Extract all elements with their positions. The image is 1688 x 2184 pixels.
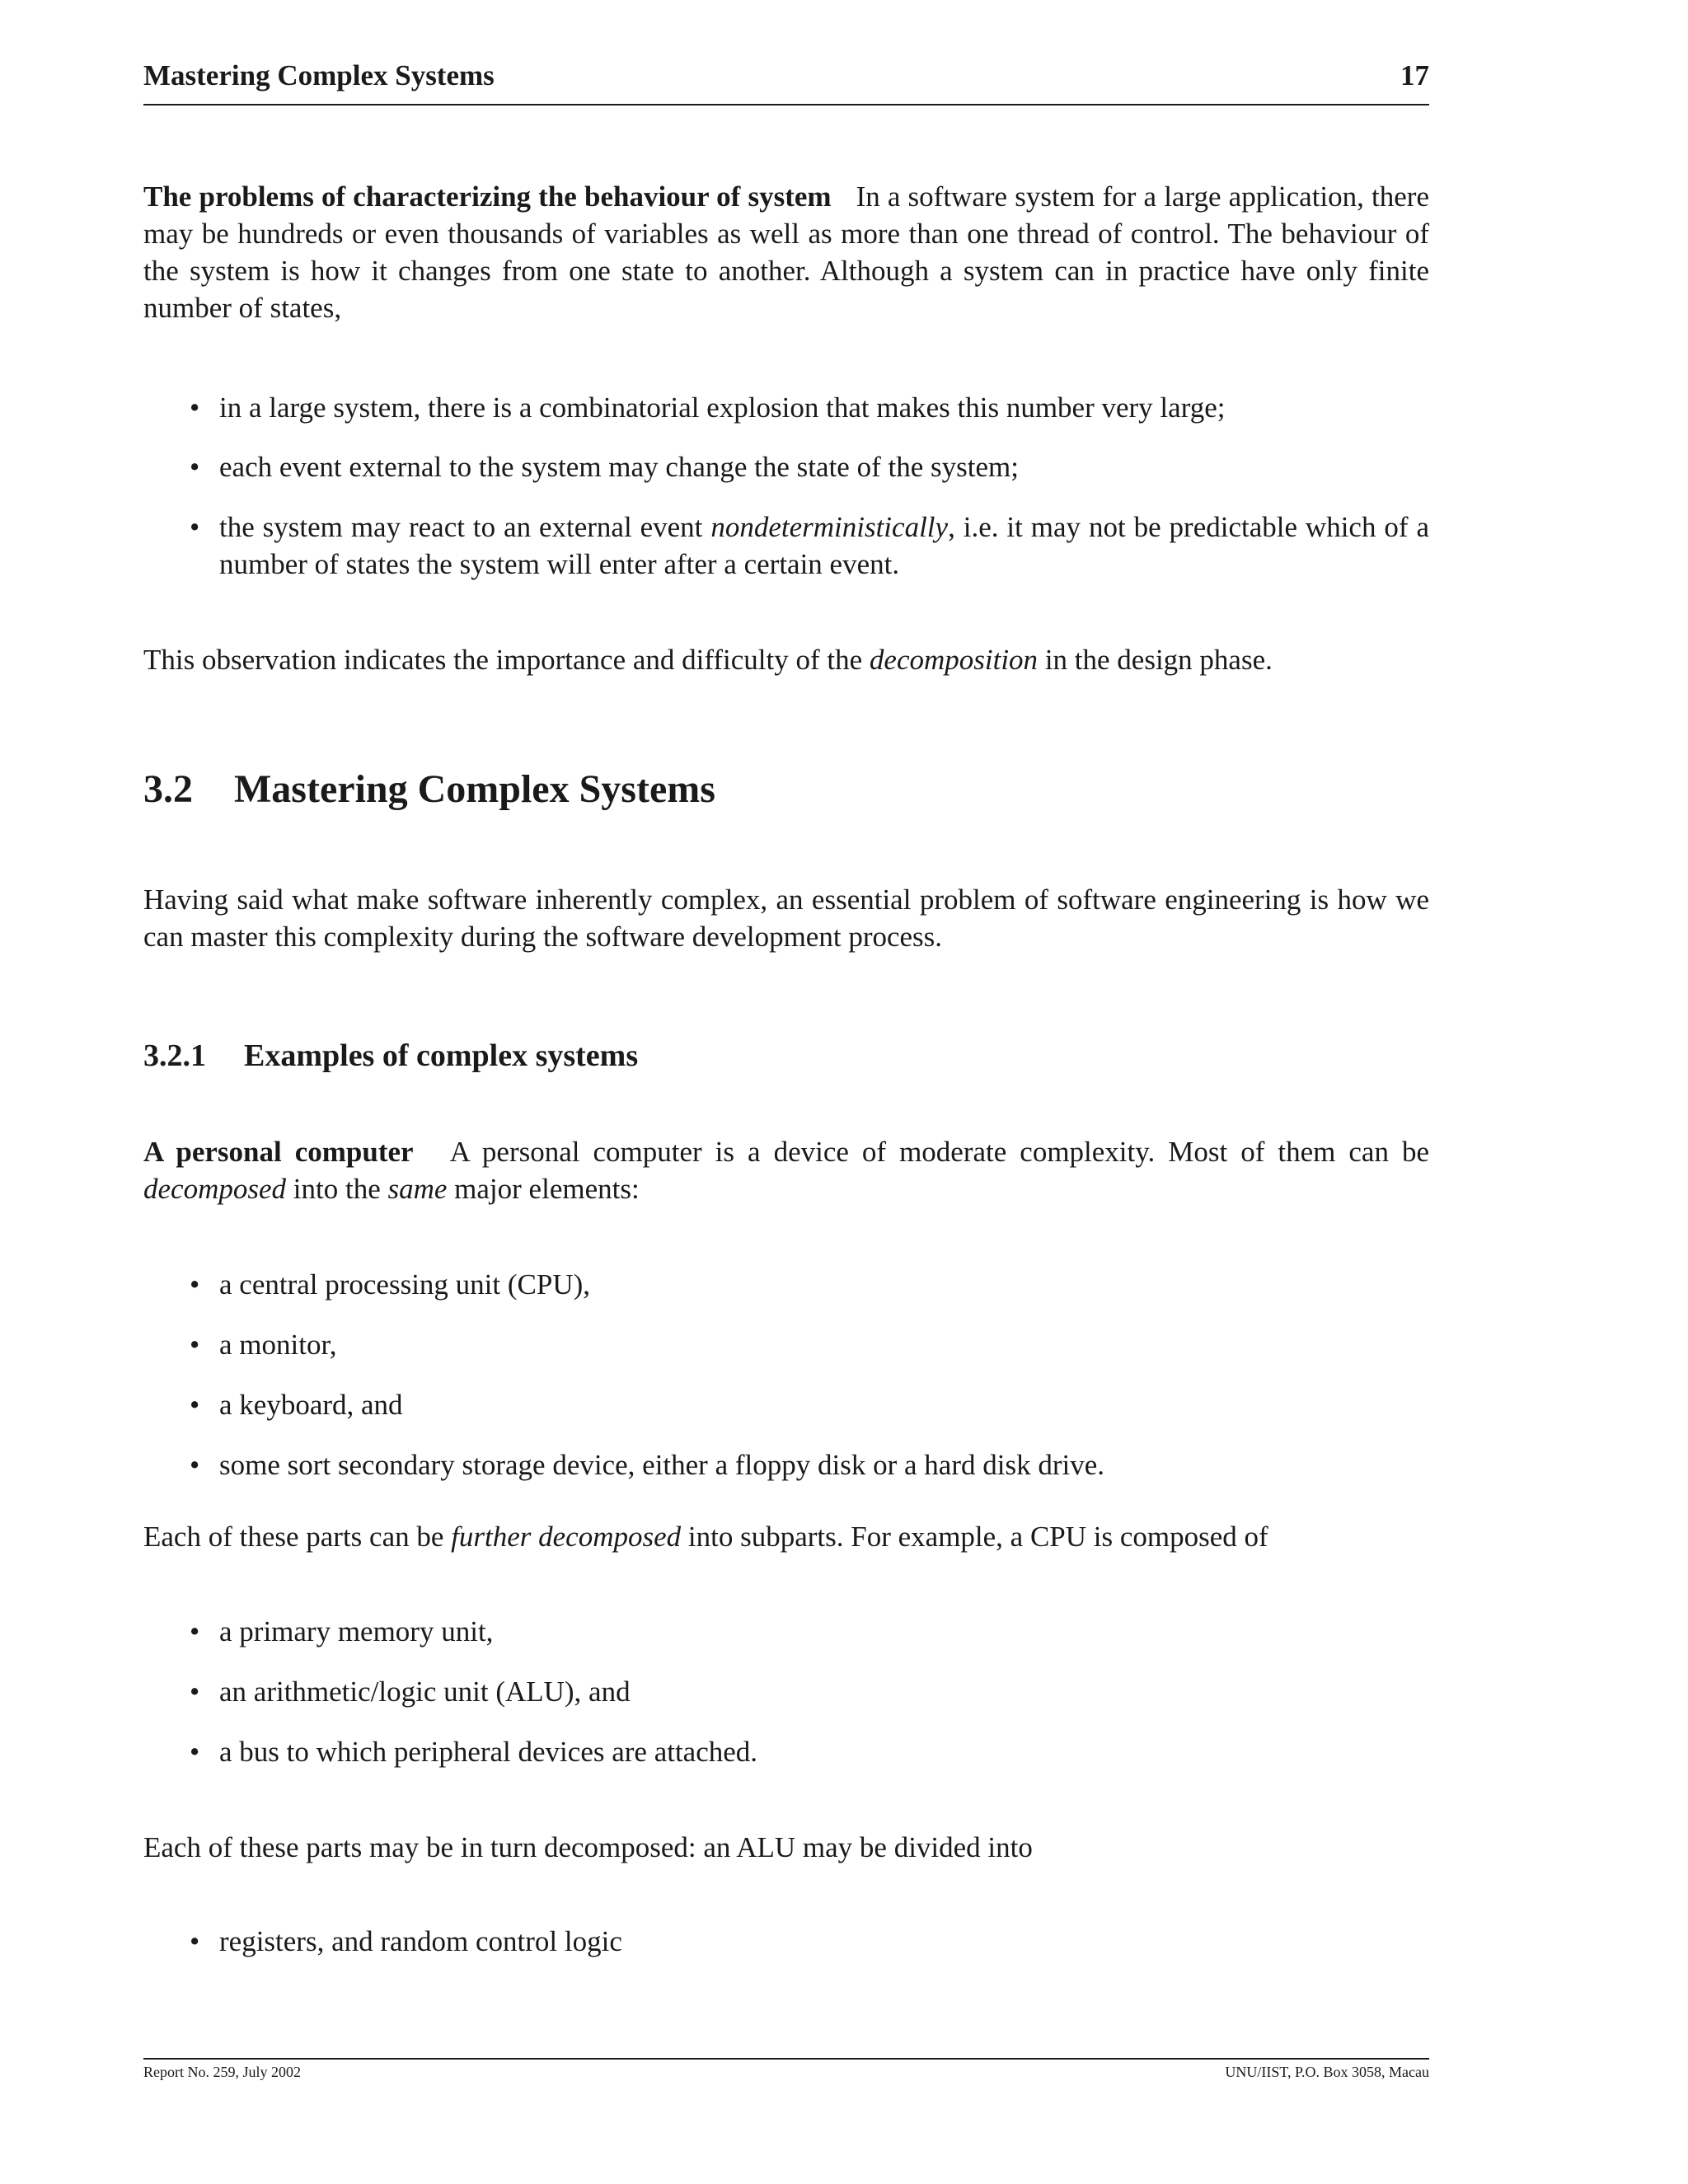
runin-heading: A personal computer: [143, 1136, 414, 1168]
bullet-icon: •: [190, 511, 200, 543]
paragraph-further-decomposed: Each of these parts can be further decomposed into subparts. For example, a CPU is composed of: [143, 1521, 1268, 1553]
page-footer: [143, 2058, 1429, 2083]
list-item: • a monitor,: [143, 1326, 1429, 1363]
list-item: • each event external to the system may change the state of the system;: [143, 448, 1429, 485]
page-number: 17: [1400, 59, 1429, 91]
list-item: • in a large system, there is a combinatorial explosion that makes this number very large;: [143, 389, 1429, 426]
paragraph-intro: Having said what make software inherently complex, an essential problem of software engineering is how we can master this complexity during the software development process.: [143, 883, 1429, 953]
list-item: • a primary memory unit,: [143, 1613, 1429, 1650]
section-number: 3.2: [143, 767, 193, 811]
bullet-icon: •: [190, 1329, 200, 1361]
list-item: • a keyboard, and: [143, 1386, 1429, 1423]
list-item: • the system may react to an external event nondeterministically, i.e. it may not be predictable which of a number of states the system will enter after a certain event.: [143, 509, 1429, 583]
paragraph-personal-computer: A personal computer A personal computer is a device of moderate complexity. Most of them can be decomposed into the same major elements:: [143, 1136, 1429, 1205]
bullet-icon: •: [190, 1449, 200, 1481]
bullet-icon: •: [190, 1615, 200, 1647]
paragraph-observation: This observation indicates the importance and difficulty of the decomposition in the design phase.: [143, 644, 1273, 676]
bullet-icon: •: [190, 451, 200, 483]
list-item: • a bus to which peripheral devices are attached.: [143, 1733, 1429, 1770]
bullet-icon: •: [190, 1675, 200, 1708]
bullet-list-states: [143, 389, 1429, 583]
running-header-title: Mastering Complex Systems: [143, 59, 495, 91]
bullet-icon: •: [190, 1268, 200, 1301]
bullet-list-alu-parts: [143, 1923, 1429, 1960]
subsection-title: Examples of complex systems: [244, 1038, 639, 1073]
footer-address: UNU/IIST, P.O. Box 3058, Macau: [1225, 2064, 1429, 2080]
paragraph-alu: Each of these parts may be in turn decomposed: an ALU may be divided into: [143, 1831, 1033, 1863]
bullet-icon: •: [190, 1736, 200, 1768]
list-item: • an arithmetic/logic unit (ALU), and: [143, 1673, 1429, 1710]
paragraph-behaviour: [143, 178, 1429, 326]
paragraph-text: [143, 178, 1429, 326]
subsection-number: 3.2.1: [143, 1038, 206, 1073]
subsection-heading: [143, 1035, 638, 1076]
section-heading: [143, 765, 715, 814]
runin-heading: The problems of characterizing the behaviour of system: [143, 180, 832, 213]
section-title: Mastering Complex Systems: [234, 767, 715, 811]
list-item: • some sort secondary storage device, either a floppy disk or a hard disk drive.: [143, 1446, 1429, 1483]
list-item: • registers, and random control logic: [143, 1923, 1429, 1960]
running-header: [143, 56, 1429, 105]
bullet-list-pc-elements: [143, 1266, 1429, 1483]
list-item: • a central processing unit (CPU),: [143, 1266, 1429, 1303]
bullet-icon: •: [190, 391, 200, 424]
bullet-icon: •: [190, 1925, 200, 1957]
footer-report-number: Report No. 259, July 2002: [143, 2064, 301, 2080]
bullet-list-cpu-parts: [143, 1613, 1429, 1770]
paragraph-body: In a software system for a large application, there may be hundreds or even thousands of variables as well as more than one thread of control. The behaviour of the system is how it changes from one state to another. Although a system can in practice have only finite number of states,: [143, 180, 1429, 324]
bullet-icon: •: [190, 1389, 200, 1421]
